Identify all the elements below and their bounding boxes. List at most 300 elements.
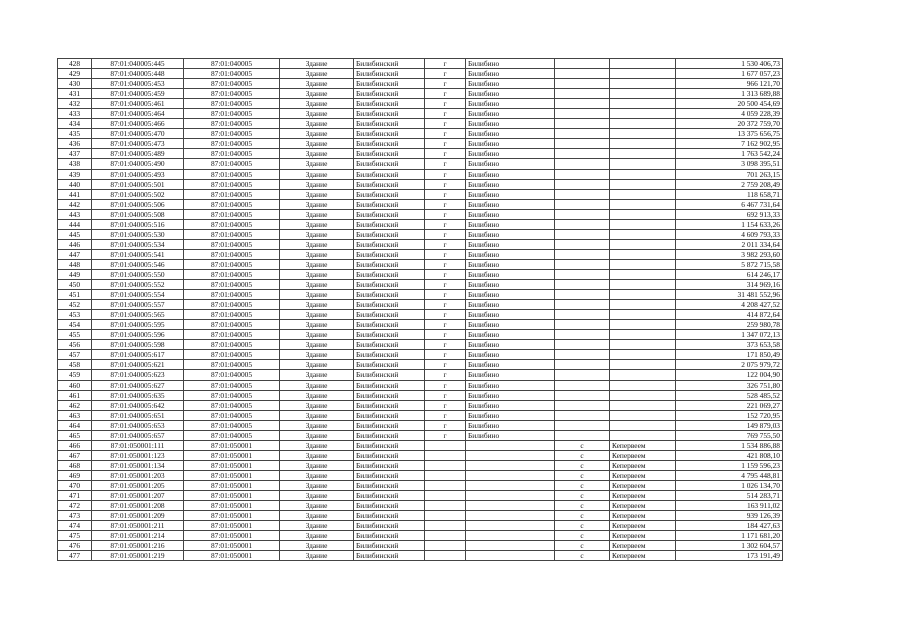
cadastral-number: 87:01:050001:205	[92, 480, 184, 490]
district-name: Билибинский	[354, 300, 425, 310]
cadastral-number: 87:01:050001:214	[92, 531, 184, 541]
district-name: Билибинский	[354, 390, 425, 400]
cadastral-value: 7 162 902,95	[676, 139, 783, 149]
object-type: Здание	[280, 310, 354, 320]
cadastral-number: 87:01:040005:502	[92, 189, 184, 199]
cadastral-value: 173 191,49	[676, 551, 783, 561]
settlement-name: Билибино	[466, 370, 555, 380]
cadastral-quarter: 87:01:050001	[184, 491, 280, 501]
settlement-type: г	[425, 159, 466, 169]
object-type: Здание	[280, 199, 354, 209]
table-row	[58, 551, 783, 561]
cadastral-quarter: 87:01:040005	[184, 410, 280, 420]
locality-type	[555, 380, 610, 390]
row-number: 463	[58, 410, 92, 420]
row-number: 442	[58, 199, 92, 209]
settlement-name	[466, 521, 555, 531]
cadastral-quarter: 87:01:040005	[184, 239, 280, 249]
row-number: 451	[58, 290, 92, 300]
settlement-type	[425, 531, 466, 541]
cadastral-value: 373 653,58	[676, 340, 783, 350]
cadastral-number: 87:01:040005:598	[92, 340, 184, 350]
cadastral-quarter: 87:01:040005	[184, 400, 280, 410]
row-number: 440	[58, 179, 92, 189]
cadastral-number: 87:01:040005:493	[92, 169, 184, 179]
settlement-name: Билибино	[466, 69, 555, 79]
locality-name	[610, 179, 676, 189]
settlement-name: Билибино	[466, 249, 555, 259]
locality-name	[610, 350, 676, 360]
settlement-type: г	[425, 420, 466, 430]
locality-name	[610, 139, 676, 149]
table-row	[58, 320, 783, 330]
settlement-name: Билибино	[466, 189, 555, 199]
settlement-name: Билибино	[466, 89, 555, 99]
row-number: 437	[58, 149, 92, 159]
settlement-name: Билибино	[466, 99, 555, 109]
cadastral-number: 87:01:040005:508	[92, 209, 184, 219]
row-number: 452	[58, 300, 92, 310]
locality-type: с	[555, 450, 610, 460]
locality-name	[610, 219, 676, 229]
table-row	[58, 330, 783, 340]
row-number: 453	[58, 310, 92, 320]
cadastral-value: 3 982 293,60	[676, 249, 783, 259]
cadastral-value: 614 246,17	[676, 269, 783, 279]
settlement-type	[425, 450, 466, 460]
object-type: Здание	[280, 179, 354, 189]
cadastral-value: 1 530 406,73	[676, 59, 783, 69]
locality-type	[555, 410, 610, 420]
table-row	[58, 89, 783, 99]
cadastral-value: 152 720,95	[676, 410, 783, 420]
locality-name	[610, 89, 676, 99]
locality-name	[610, 430, 676, 440]
cadastral-quarter: 87:01:050001	[184, 511, 280, 521]
table-row	[58, 370, 783, 380]
row-number: 447	[58, 249, 92, 259]
locality-name	[610, 300, 676, 310]
locality-type	[555, 390, 610, 400]
settlement-name: Билибино	[466, 109, 555, 119]
locality-name: Кепервеем	[610, 460, 676, 470]
settlement-name: Билибино	[466, 360, 555, 370]
table-row	[58, 360, 783, 370]
table-row	[58, 410, 783, 420]
object-type: Здание	[280, 511, 354, 521]
settlement-name: Билибино	[466, 290, 555, 300]
district-name: Билибинский	[354, 551, 425, 561]
cadastral-number: 87:01:040005:565	[92, 310, 184, 320]
cadastral-number: 87:01:040005:470	[92, 129, 184, 139]
cadastral-number: 87:01:050001:216	[92, 541, 184, 551]
settlement-name	[466, 531, 555, 541]
row-number: 432	[58, 99, 92, 109]
district-name: Билибинский	[354, 109, 425, 119]
cadastral-number: 87:01:040005:473	[92, 139, 184, 149]
locality-name	[610, 280, 676, 290]
cadastral-value: 3 098 395,51	[676, 159, 783, 169]
row-number: 457	[58, 350, 92, 360]
cadastral-quarter: 87:01:040005	[184, 59, 280, 69]
object-type: Здание	[280, 350, 354, 360]
locality-name: Кепервеем	[610, 511, 676, 521]
district-name: Билибинский	[354, 450, 425, 460]
row-number: 428	[58, 59, 92, 69]
object-type: Здание	[280, 420, 354, 430]
cadastral-quarter: 87:01:050001	[184, 551, 280, 561]
cadastral-quarter: 87:01:040005	[184, 380, 280, 390]
object-type: Здание	[280, 169, 354, 179]
cadastral-quarter: 87:01:040005	[184, 119, 280, 129]
district-name: Билибинский	[354, 149, 425, 159]
settlement-name	[466, 511, 555, 521]
cadastral-number: 87:01:040005:546	[92, 259, 184, 269]
table-row	[58, 400, 783, 410]
district-name: Билибинский	[354, 99, 425, 109]
cadastral-quarter: 87:01:040005	[184, 209, 280, 219]
locality-name	[610, 169, 676, 179]
locality-type	[555, 189, 610, 199]
district-name: Билибинский	[354, 491, 425, 501]
locality-name	[610, 249, 676, 259]
locality-type	[555, 149, 610, 159]
locality-name	[610, 69, 676, 79]
settlement-type	[425, 501, 466, 511]
locality-name: Кепервеем	[610, 551, 676, 561]
object-type: Здание	[280, 410, 354, 420]
locality-type	[555, 219, 610, 229]
locality-name	[610, 109, 676, 119]
cadastral-quarter: 87:01:040005	[184, 129, 280, 139]
row-number: 445	[58, 229, 92, 239]
locality-name: Кепервеем	[610, 541, 676, 551]
cadastral-quarter: 87:01:040005	[184, 390, 280, 400]
cadastral-value: 1 347 072,13	[676, 330, 783, 340]
cadastral-quarter: 87:01:050001	[184, 440, 280, 450]
table-row	[58, 149, 783, 159]
settlement-name: Билибино	[466, 400, 555, 410]
cadastral-number: 87:01:040005:466	[92, 119, 184, 129]
district-name: Билибинский	[354, 521, 425, 531]
row-number: 450	[58, 280, 92, 290]
settlement-name	[466, 491, 555, 501]
locality-name: Кепервеем	[610, 470, 676, 480]
locality-name	[610, 149, 676, 159]
locality-type	[555, 290, 610, 300]
cadastral-quarter: 87:01:050001	[184, 541, 280, 551]
settlement-name: Билибино	[466, 310, 555, 320]
locality-name	[610, 420, 676, 430]
settlement-type: г	[425, 59, 466, 69]
cadastral-number: 87:01:040005:530	[92, 229, 184, 239]
table-row	[58, 159, 783, 169]
settlement-name: Билибино	[466, 350, 555, 360]
settlement-type: г	[425, 330, 466, 340]
district-name: Билибинский	[354, 470, 425, 480]
cadastral-value: 4 208 427,52	[676, 300, 783, 310]
cadastral-value: 184 427,63	[676, 521, 783, 531]
settlement-name: Билибино	[466, 269, 555, 279]
object-type: Здание	[280, 219, 354, 229]
table-row	[58, 450, 783, 460]
cadastral-number: 87:01:040005:595	[92, 320, 184, 330]
row-number: 443	[58, 209, 92, 219]
district-name: Билибинский	[354, 269, 425, 279]
object-type: Здание	[280, 159, 354, 169]
district-name: Билибинский	[354, 199, 425, 209]
settlement-name: Билибино	[466, 79, 555, 89]
object-type: Здание	[280, 360, 354, 370]
object-type: Здание	[280, 269, 354, 279]
cadastral-value: 966 121,70	[676, 79, 783, 89]
cadastral-quarter: 87:01:040005	[184, 320, 280, 330]
locality-name: Кепервеем	[610, 450, 676, 460]
object-type: Здание	[280, 109, 354, 119]
object-type: Здание	[280, 209, 354, 219]
table-row	[58, 491, 783, 501]
cadastral-value: 421 808,10	[676, 450, 783, 460]
district-name: Билибинский	[354, 400, 425, 410]
settlement-type	[425, 551, 466, 561]
cadastral-quarter: 87:01:040005	[184, 310, 280, 320]
row-number: 470	[58, 480, 92, 490]
settlement-type: г	[425, 89, 466, 99]
cadastral-number: 87:01:040005:653	[92, 420, 184, 430]
table-row	[58, 521, 783, 531]
locality-type: с	[555, 531, 610, 541]
cadastral-number: 87:01:040005:490	[92, 159, 184, 169]
row-number: 474	[58, 521, 92, 531]
settlement-type: г	[425, 149, 466, 159]
cadastral-quarter: 87:01:040005	[184, 229, 280, 239]
settlement-name: Билибино	[466, 330, 555, 340]
settlement-type	[425, 491, 466, 501]
table-row	[58, 79, 783, 89]
cadastral-quarter: 87:01:040005	[184, 269, 280, 279]
cadastral-quarter: 87:01:040005	[184, 330, 280, 340]
district-name: Билибинский	[354, 169, 425, 179]
row-number: 473	[58, 511, 92, 521]
locality-name	[610, 99, 676, 109]
settlement-name: Билибино	[466, 340, 555, 350]
table-row	[58, 470, 783, 480]
cadastral-quarter: 87:01:040005	[184, 99, 280, 109]
settlement-type: г	[425, 360, 466, 370]
settlement-name	[466, 541, 555, 551]
table-row	[58, 541, 783, 551]
locality-type	[555, 400, 610, 410]
object-type: Здание	[280, 460, 354, 470]
settlement-name: Билибино	[466, 169, 555, 179]
table-row	[58, 430, 783, 440]
locality-name	[610, 269, 676, 279]
settlement-type: г	[425, 400, 466, 410]
object-type: Здание	[280, 470, 354, 480]
object-type: Здание	[280, 430, 354, 440]
settlement-type: г	[425, 219, 466, 229]
locality-type	[555, 89, 610, 99]
cadastral-quarter: 87:01:040005	[184, 340, 280, 350]
row-number: 449	[58, 269, 92, 279]
cadastral-quarter: 87:01:040005	[184, 149, 280, 159]
object-type: Здание	[280, 249, 354, 259]
cadastral-quarter: 87:01:040005	[184, 300, 280, 310]
district-name: Билибинский	[354, 360, 425, 370]
table-row	[58, 199, 783, 209]
object-type: Здание	[280, 491, 354, 501]
settlement-type: г	[425, 229, 466, 239]
locality-name	[610, 189, 676, 199]
cadastral-value: 6 467 731,64	[676, 199, 783, 209]
cadastral-value: 514 283,71	[676, 491, 783, 501]
cadastral-value: 1 534 886,88	[676, 440, 783, 450]
settlement-type: г	[425, 199, 466, 209]
object-type: Здание	[280, 400, 354, 410]
cadastral-number: 87:01:050001:207	[92, 491, 184, 501]
cadastral-number: 87:01:040005:489	[92, 149, 184, 159]
district-name: Билибинский	[354, 219, 425, 229]
locality-type	[555, 320, 610, 330]
settlement-type	[425, 511, 466, 521]
district-name: Билибинский	[354, 330, 425, 340]
locality-name: Кепервеем	[610, 480, 676, 490]
locality-type	[555, 330, 610, 340]
row-number: 475	[58, 531, 92, 541]
locality-type	[555, 300, 610, 310]
object-type: Здание	[280, 290, 354, 300]
locality-type	[555, 169, 610, 179]
settlement-name: Билибино	[466, 300, 555, 310]
cadastral-value: 2 075 979,72	[676, 360, 783, 370]
locality-name	[610, 259, 676, 269]
table-row	[58, 340, 783, 350]
locality-name	[610, 310, 676, 320]
locality-name	[610, 380, 676, 390]
table-row	[58, 310, 783, 320]
row-number: 466	[58, 440, 92, 450]
settlement-name: Билибино	[466, 129, 555, 139]
cadastral-value: 13 375 656,75	[676, 129, 783, 139]
settlement-type: г	[425, 119, 466, 129]
cadastral-quarter: 87:01:040005	[184, 159, 280, 169]
row-number: 446	[58, 239, 92, 249]
settlement-type: г	[425, 340, 466, 350]
settlement-name: Билибино	[466, 320, 555, 330]
locality-type	[555, 199, 610, 209]
cadastral-value: 4 609 793,33	[676, 229, 783, 239]
table-row	[58, 129, 783, 139]
cadastral-number: 87:01:050001:211	[92, 521, 184, 531]
settlement-type	[425, 521, 466, 531]
table-row	[58, 480, 783, 490]
locality-type	[555, 310, 610, 320]
locality-name	[610, 290, 676, 300]
cadastral-number: 87:01:040005:554	[92, 290, 184, 300]
settlement-name	[466, 460, 555, 470]
settlement-name: Билибино	[466, 179, 555, 189]
cadastral-quarter: 87:01:040005	[184, 420, 280, 430]
settlement-type: г	[425, 430, 466, 440]
row-number: 431	[58, 89, 92, 99]
cadastral-quarter: 87:01:040005	[184, 139, 280, 149]
row-number: 439	[58, 169, 92, 179]
locality-name	[610, 229, 676, 239]
table-row	[58, 99, 783, 109]
row-number: 460	[58, 380, 92, 390]
cadastral-value: 5 872 715,58	[676, 259, 783, 269]
district-name: Билибинский	[354, 511, 425, 521]
object-type: Здание	[280, 189, 354, 199]
cadastral-value: 414 872,64	[676, 310, 783, 320]
locality-type: с	[555, 440, 610, 450]
table-row	[58, 460, 783, 470]
settlement-name: Билибино	[466, 199, 555, 209]
district-name: Билибинский	[354, 290, 425, 300]
cadastral-number: 87:01:040005:445	[92, 59, 184, 69]
district-name: Билибинский	[354, 310, 425, 320]
cadastral-number: 87:01:040005:461	[92, 99, 184, 109]
cadastral-value: 1 313 689,88	[676, 89, 783, 99]
table-row	[58, 139, 783, 149]
settlement-name: Билибино	[466, 119, 555, 129]
locality-type	[555, 139, 610, 149]
object-type: Здание	[280, 229, 354, 239]
locality-name	[610, 320, 676, 330]
cadastral-value: 2 011 334,64	[676, 239, 783, 249]
settlement-type	[425, 440, 466, 450]
locality-name: Кепервеем	[610, 491, 676, 501]
district-name: Билибинский	[354, 189, 425, 199]
cadastral-value: 1 159 596,23	[676, 460, 783, 470]
settlement-name: Билибино	[466, 149, 555, 159]
cadastral-number: 87:01:040005:464	[92, 109, 184, 119]
locality-name: Кепервеем	[610, 521, 676, 531]
district-name: Билибинский	[354, 69, 425, 79]
object-type: Здание	[280, 69, 354, 79]
cadastral-value: 259 980,78	[676, 320, 783, 330]
locality-name	[610, 400, 676, 410]
cadastral-value: 1 302 604,57	[676, 541, 783, 551]
locality-name	[610, 330, 676, 340]
object-type: Здание	[280, 139, 354, 149]
locality-type	[555, 119, 610, 129]
row-number: 454	[58, 320, 92, 330]
row-number: 456	[58, 340, 92, 350]
locality-type	[555, 209, 610, 219]
table-row	[58, 300, 783, 310]
object-type: Здание	[280, 551, 354, 561]
cadastral-number: 87:01:050001:209	[92, 511, 184, 521]
locality-type	[555, 129, 610, 139]
cadastral-value: 1 154 633,26	[676, 219, 783, 229]
district-name: Билибинский	[354, 320, 425, 330]
cadastral-number: 87:01:040005:627	[92, 380, 184, 390]
object-type: Здание	[280, 390, 354, 400]
row-number: 441	[58, 189, 92, 199]
object-type: Здание	[280, 330, 354, 340]
settlement-type: г	[425, 280, 466, 290]
locality-name	[610, 79, 676, 89]
cadastral-number: 87:01:040005:448	[92, 69, 184, 79]
cadastral-number: 87:01:040005:635	[92, 390, 184, 400]
settlement-name: Билибино	[466, 59, 555, 69]
object-type: Здание	[280, 59, 354, 69]
cadastral-value: 1 763 542,24	[676, 149, 783, 159]
settlement-type: г	[425, 310, 466, 320]
cadastral-quarter: 87:01:050001	[184, 531, 280, 541]
cadastral-number: 87:01:040005:651	[92, 410, 184, 420]
